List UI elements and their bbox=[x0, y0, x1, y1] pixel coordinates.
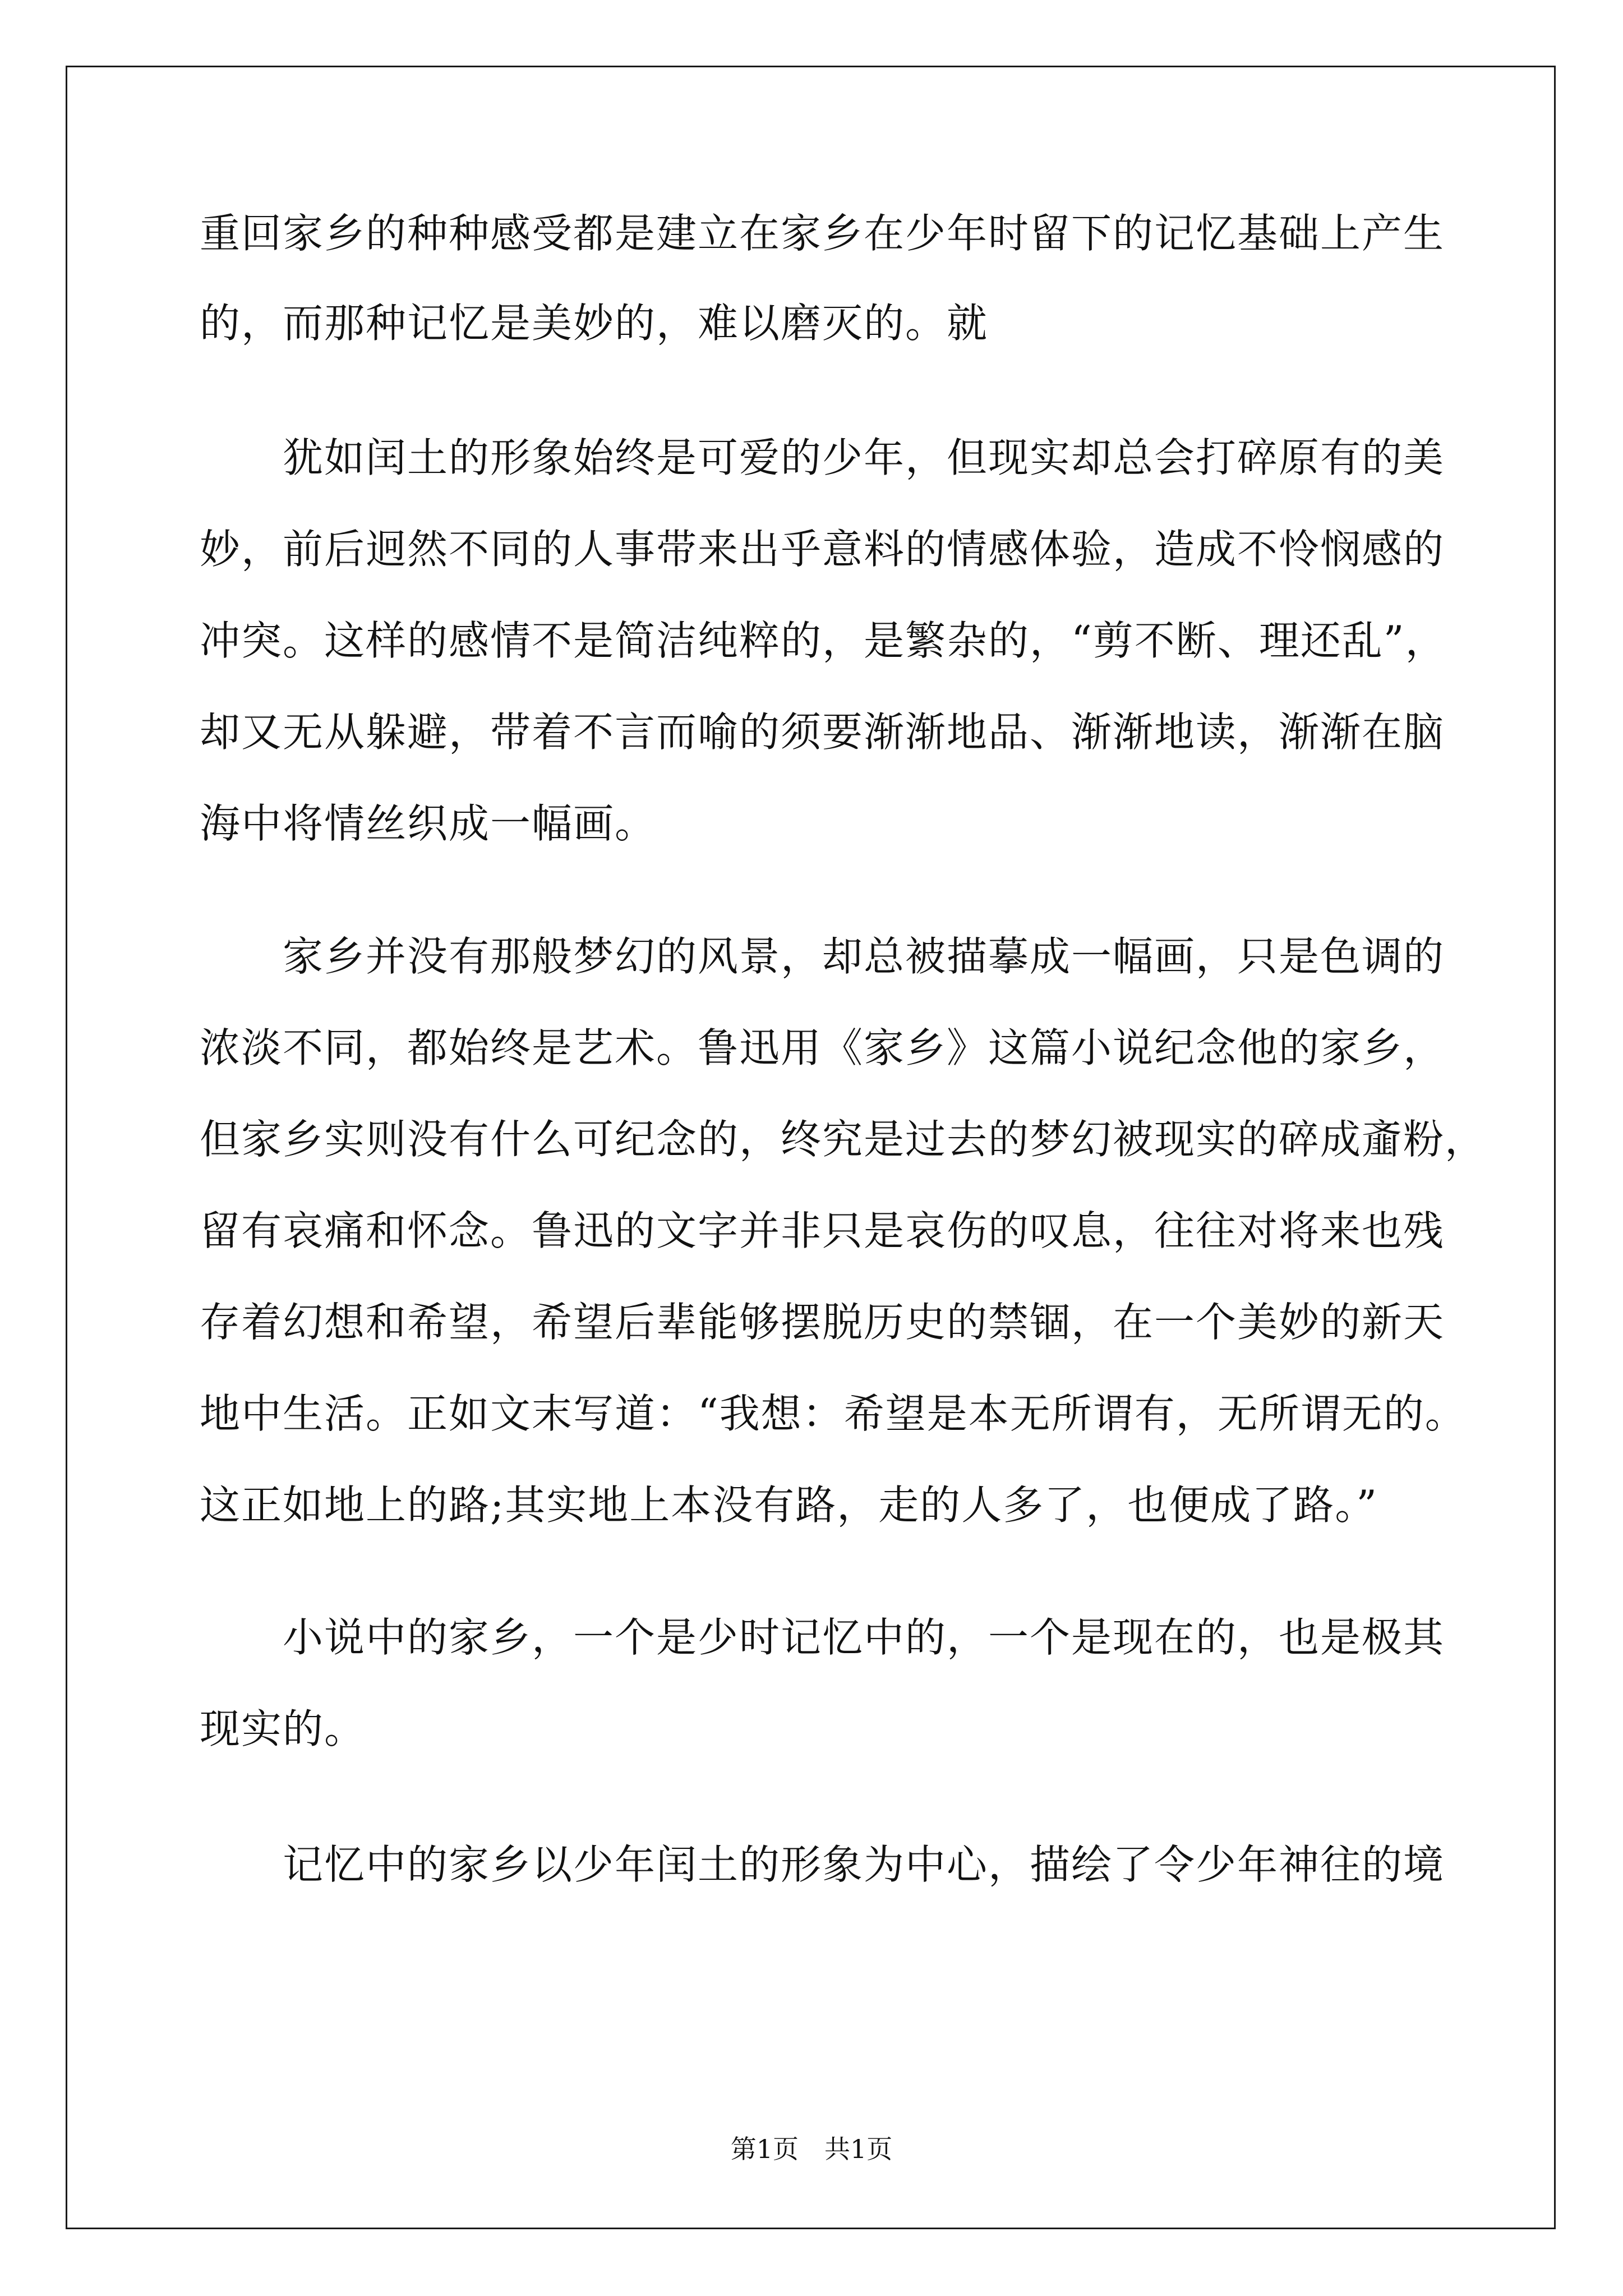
paragraph-first-line: 犹如闰土的形象始终是可爱的少年，但现实却总会打碎原有的美 bbox=[283, 434, 1445, 481]
text-line: 留有哀痛和怀念。鲁迅的文字并非只是哀伤的叹息，往往对将来也残 bbox=[200, 1207, 1445, 1254]
text-line: 但家乡实则没有什么可纪念的，终究是过去的梦幻被现实的碎成齑粉， bbox=[200, 1116, 1487, 1163]
text-line: 妙，前后迥然不同的人事带来出乎意料的情感体验，造成不怜悯感的 bbox=[200, 526, 1445, 573]
text-line: 地中生活。正如文末写道：“我想：希望是本无所谓有，无所谓无的。 bbox=[200, 1390, 1467, 1437]
paragraph-first-line: 小说中的家乡，一个是少时记忆中的，一个是现在的，也是极其 bbox=[283, 1614, 1445, 1661]
paragraph-first-line: 家乡并没有那般梦幻的风景，却总被描摹成一幅画，只是色调的 bbox=[283, 933, 1445, 980]
text-line: 这正如地上的路;其实地上本没有路，走的人多了，也便成了路。” bbox=[200, 1481, 1378, 1529]
page-number-footer: 第1页 共1页 bbox=[730, 2134, 893, 2164]
text-line: 现实的。 bbox=[200, 1705, 366, 1752]
text-line: 浓淡不同，都始终是艺术。鲁迅用《家乡》这篇小说纪念他的家乡， bbox=[200, 1024, 1445, 1071]
text-line: 海中将情丝织成一幅画。 bbox=[200, 800, 657, 847]
text-line: 却又无从躲避，带着不言而喻的须要渐渐地品、渐渐地读，渐渐在脑 bbox=[200, 708, 1445, 756]
paragraph-first-line: 记忆中的家乡以少年闰土的形象为中心，描绘了令少年神往的境 bbox=[283, 1841, 1445, 1888]
text-line: 的，而那种记忆是美妙的，难以磨灭的。就 bbox=[200, 300, 989, 347]
text-line: 冲突。这样的感情不是简洁纯粹的，是繁杂的，“剪不断、理还乱”， bbox=[200, 617, 1447, 664]
text-line: 存着幻想和希望，希望后辈能够摆脱历史的禁锢，在一个美妙的新天 bbox=[200, 1299, 1445, 1346]
text-line: 重回家乡的种种感受都是建立在家乡在少年时留下的记忆基础上产生 bbox=[200, 210, 1445, 257]
